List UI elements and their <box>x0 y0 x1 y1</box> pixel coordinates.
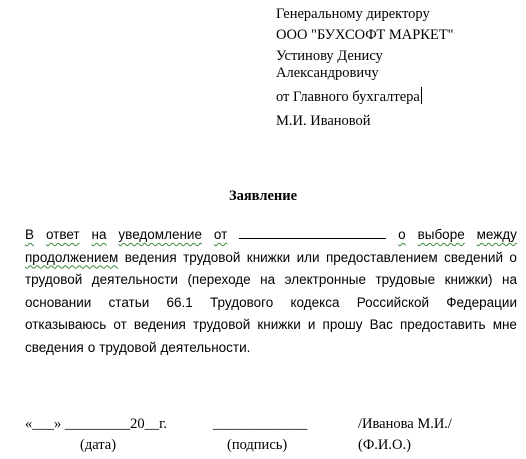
addressee-company: ООО "БУХСОФТ МАРКЕТ" <box>276 27 454 43</box>
sender-line <box>276 87 454 108</box>
body-line-3: трудовой деятельности (переходе на электронные трудовые книжки) на <box>25 272 517 287</box>
date-caption: (дата) <box>80 437 117 453</box>
text-cursor <box>421 87 422 104</box>
addressee-name: Устинову Денису <box>276 48 383 64</box>
sender-name: М.И. Ивановой <box>276 113 371 129</box>
notification-date-blank <box>239 224 386 239</box>
body-line-5: отказываюсь от ведения трудовой книжки и прошу Вас предоставить мне <box>25 317 517 332</box>
statement-body <box>25 224 517 359</box>
body-line-2: продолжением ведения трудовой книжки или предоставлением сведений о <box>25 249 517 265</box>
sender-position: от Главного бухгалтера <box>276 89 420 105</box>
date-field: «___» _________20__г. <box>25 416 168 432</box>
signature-caption: (подпись) <box>227 437 288 453</box>
name-field: /Иванова М.И./ <box>358 416 452 432</box>
document-title: Заявление <box>228 188 298 204</box>
body-line-6: сведения о трудовой деятельности. <box>25 339 251 355</box>
addressee-position: Генеральному директору <box>276 6 430 22</box>
addressee-block <box>276 4 454 132</box>
addressee-patronymic: Александровичу <box>276 65 379 81</box>
signature-field: _____________ <box>213 416 308 432</box>
body-line-4: основании статьи 66.1 Трудового кодекса Российской Федерации <box>25 294 517 310</box>
body-line-1: В ответ на уведомление от о выборе между <box>25 224 517 247</box>
name-caption: (Ф.И.О.) <box>358 437 411 453</box>
